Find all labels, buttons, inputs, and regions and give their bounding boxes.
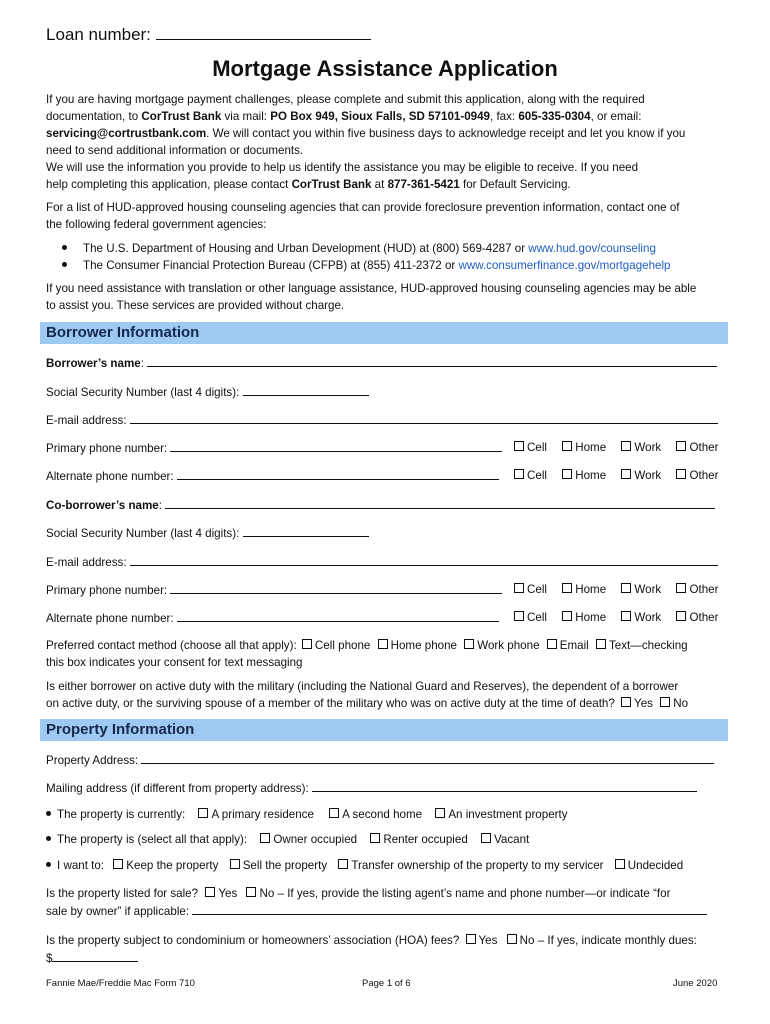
currently-primary[interactable]: A primary residence [198,808,313,821]
coborrower-primary-phone-row: Primary phone number: [46,581,502,599]
sale-yes[interactable]: Yes [205,887,237,900]
cfpb-link[interactable]: www.consumerfinance.gov/mortgagehelp [458,259,671,272]
bullet-icon [62,245,67,250]
coborrower-alt-phone-row: Alternate phone number: [46,609,499,627]
want-sell[interactable]: Sell the property [230,859,327,872]
want-keep[interactable]: Keep the property [113,859,218,872]
agency-item-hud: The U.S. Department of Housing and Urban Development (HUD) at (800) 569-4287 or www.hud.gov/counseling [62,240,671,257]
intro-p2-line1: We will use the information you provide to help us identify the assistance you may be eligible to receive. If you need [46,161,639,174]
bullet-icon [62,262,67,267]
checkbox-icon [370,833,380,843]
contact-email[interactable]: Email [547,639,589,652]
checkbox-icon [621,583,631,593]
is-vacant[interactable]: Vacant [481,833,529,846]
borrower-email-field[interactable] [130,411,718,424]
intro-p1-line3: servicing@cortrustbank.com. We will contact you within five business days to acknowledge receipt and let you know if you [46,127,686,140]
intro-p2-line2: help completing this application, please contact CorTrust Bank at 877-361-5421 for Default Servicing. [46,178,571,191]
option-cell[interactable]: Cell [514,583,547,596]
currently-second[interactable]: A second home [329,808,422,821]
property-address-row: Property Address: [46,751,714,769]
coborrower-email-row: E-mail address: [46,553,718,571]
coborrower-ssn-field[interactable] [243,524,369,537]
want-to-row: I want to: Keep the property Sell the property Transfer ownership of the property to my servicer Undecided [46,857,683,874]
borrower-name-field[interactable] [147,354,717,367]
option-work[interactable]: Work [621,441,661,454]
borrower-primary-phone-type [514,439,718,456]
sale-no[interactable]: No – If yes, provide the listing agent’s name and phone number—or indicate “for [246,887,670,900]
want-undecided[interactable]: Undecided [615,859,683,872]
page-title: Mortgage Assistance Application [212,56,558,81]
email-link[interactable]: servicing@cortrustbank.com [46,127,207,140]
listed-for-sale-question: Is the property listed for sale? Yes No – If yes, provide the listing agent’s name and phone number—or indicate “for sale by owner” if applicable: [46,885,707,920]
checkbox-icon [338,859,348,869]
checkbox-icon [562,469,572,479]
option-work[interactable]: Work [621,611,661,624]
borrower-ssn-field[interactable] [243,383,369,396]
checkbox-icon [621,469,631,479]
is-owner-occupied[interactable]: Owner occupied [260,833,357,846]
checkbox-icon [302,639,312,649]
coborrower-primary-phone-type [514,581,718,598]
intro-p4: If you need assistance with translation or other language assistance, HUD-approved housing counseling agencies may be able to assist you. These services are provided without charge. [46,282,697,312]
checkbox-icon [464,639,474,649]
coborrower-email-field[interactable] [130,553,718,566]
borrower-primary-phone-row: Primary phone number: [46,439,502,457]
checkbox-icon [596,639,606,649]
intro-p1-line4: need to send additional information or documents. [46,144,304,157]
checkbox-icon [621,697,631,707]
checkbox-icon [514,469,524,479]
intro-p1 [46,91,685,193]
borrower-alt-phone-field[interactable] [177,467,499,480]
property-section-header: Property Information [40,719,728,741]
option-cell[interactable]: Cell [514,611,547,624]
checkbox-icon [481,833,491,843]
option-cell[interactable]: Cell [514,441,547,454]
borrower-section-header: Borrower Information [40,322,728,344]
contact-text[interactable]: Text—checking [596,639,688,652]
contact-cell-phone[interactable]: Cell phone [302,639,370,652]
contact-home-phone[interactable]: Home phone [378,639,457,652]
checkbox-icon [621,441,631,451]
checkbox-icon [378,639,388,649]
checkbox-icon [676,583,686,593]
intro-p1-line1: If you are having mortgage payment challenges, please complete and submit this application, along with the required [46,93,645,106]
checkbox-icon [198,808,208,818]
option-home[interactable]: Home [562,441,606,454]
mailing-address-field[interactable] [312,779,697,792]
option-home[interactable]: Home [562,611,606,624]
borrower-email-row: E-mail address: [46,411,718,429]
listing-agent-field[interactable] [192,902,707,915]
checkbox-icon [562,441,572,451]
borrower-ssn-row: Social Security Number (last 4 digits): [46,383,369,401]
hoa-dues-field[interactable] [52,949,138,962]
checkbox-icon [507,934,517,944]
hoa-no[interactable]: No – If yes, indicate monthly dues: [507,934,697,947]
checkbox-icon [260,833,270,843]
checkbox-icon [113,859,123,869]
checkbox-icon [615,859,625,869]
contact-work-phone[interactable]: Work phone [464,639,539,652]
agency-item-cfpb: The Consumer Financial Protection Bureau (CFPB) at (855) 411-2372 or www.consumerfinance.gov/mortgagehelp [62,257,671,274]
borrower-alt-phone-row: Alternate phone number: [46,467,499,485]
agency-list [62,240,671,274]
checkbox-icon [547,639,557,649]
property-currently-row: The property is currently: A primary residence A second home An investment property [46,806,568,823]
option-home[interactable]: Home [562,469,606,482]
checkbox-icon [621,611,631,621]
loan-number-row [46,25,371,45]
checkbox-icon [660,697,670,707]
checkbox-icon [676,611,686,621]
borrower-alt-phone-type [514,467,718,484]
checkbox-icon [514,583,524,593]
checkbox-icon [435,808,445,818]
hud-link[interactable]: www.hud.gov/counseling [528,242,656,255]
military-question: Is either borrower on active duty with the military (including the National Guard and Reserves), the dependent of a borrower on active duty, or the surviving spouse of a member of the military who was on active duty at the time of death? Yes No [46,680,689,710]
contact-consent-text: this box indicates your consent for text messaging [46,656,303,669]
checkbox-icon [466,934,476,944]
coborrower-alt-phone-type [514,609,718,626]
option-work[interactable]: Work [621,469,661,482]
loan-number-field[interactable] [156,27,371,40]
option-other[interactable]: Other [676,611,718,624]
hoa-yes[interactable]: Yes [466,934,498,947]
option-other[interactable]: Other [676,441,718,454]
option-work[interactable]: Work [621,583,661,596]
checkbox-icon [205,887,215,897]
bullet-icon [46,862,51,867]
mailing-address-row: Mailing address (if different from property address): [46,779,697,797]
property-address-field[interactable] [141,751,714,764]
checkbox-icon [514,441,524,451]
coborrower-name-row: Co-borrower’s name: [46,496,715,514]
checkbox-icon [230,859,240,869]
military-no[interactable]: No [660,697,688,710]
preferred-contact-row: Preferred contact method (choose all that apply): Cell phone Home phone Work phone Email Text—checking this box indicates your consent for text messaging [46,639,688,669]
coborrower-ssn-row: Social Security Number (last 4 digits): [46,524,369,542]
property-is-row: The property is (select all that apply): Owner occupied Renter occupied Vacant [46,831,529,848]
option-other[interactable]: Other [676,583,718,596]
bullet-icon [46,811,51,816]
checkbox-icon [329,808,339,818]
option-cell[interactable]: Cell [514,469,547,482]
checkbox-icon [676,469,686,479]
want-transfer[interactable]: Transfer ownership of the property to my servicer [338,859,603,872]
checkbox-icon [562,583,572,593]
checkbox-icon [562,611,572,621]
borrower-name-row: Borrower’s name: [46,354,717,372]
coborrower-primary-phone-field[interactable] [170,581,502,594]
footer-date: June 2020 [673,978,718,989]
option-home[interactable]: Home [562,583,606,596]
footer-form: Fannie Mae/Freddie Mac Form 710 [46,978,195,989]
military-yes[interactable]: Yes [621,697,653,710]
footer-page: Page 1 of 6 [362,978,411,989]
is-renter-occupied[interactable]: Renter occupied [370,833,467,846]
bullet-icon [46,836,51,841]
currently-investment[interactable]: An investment property [435,808,567,821]
checkbox-icon [676,441,686,451]
coborrower-alt-phone-field[interactable] [177,609,499,622]
hoa-question: Is the property subject to condominium or homeowners’ association (HOA) fees? Yes No – If yes, indicate monthly dues: $ [46,934,697,965]
borrower-primary-phone-field[interactable] [170,439,502,452]
option-other[interactable]: Other [676,469,718,482]
intro-p1-line2: documentation, to CorTrust Bank via mail: PO Box 949, Sioux Falls, SD 57101-0949, fax: 605-335-0304, or email: [46,110,642,123]
coborrower-name-field[interactable] [165,496,715,509]
loan-number-label: Loan number: [46,25,151,44]
checkbox-icon [246,887,256,897]
checkbox-icon [514,611,524,621]
intro-p3: For a list of HUD-approved housing counseling agencies that can provide foreclosure prevention information, contact one of the following federal government agencies: [46,201,680,231]
